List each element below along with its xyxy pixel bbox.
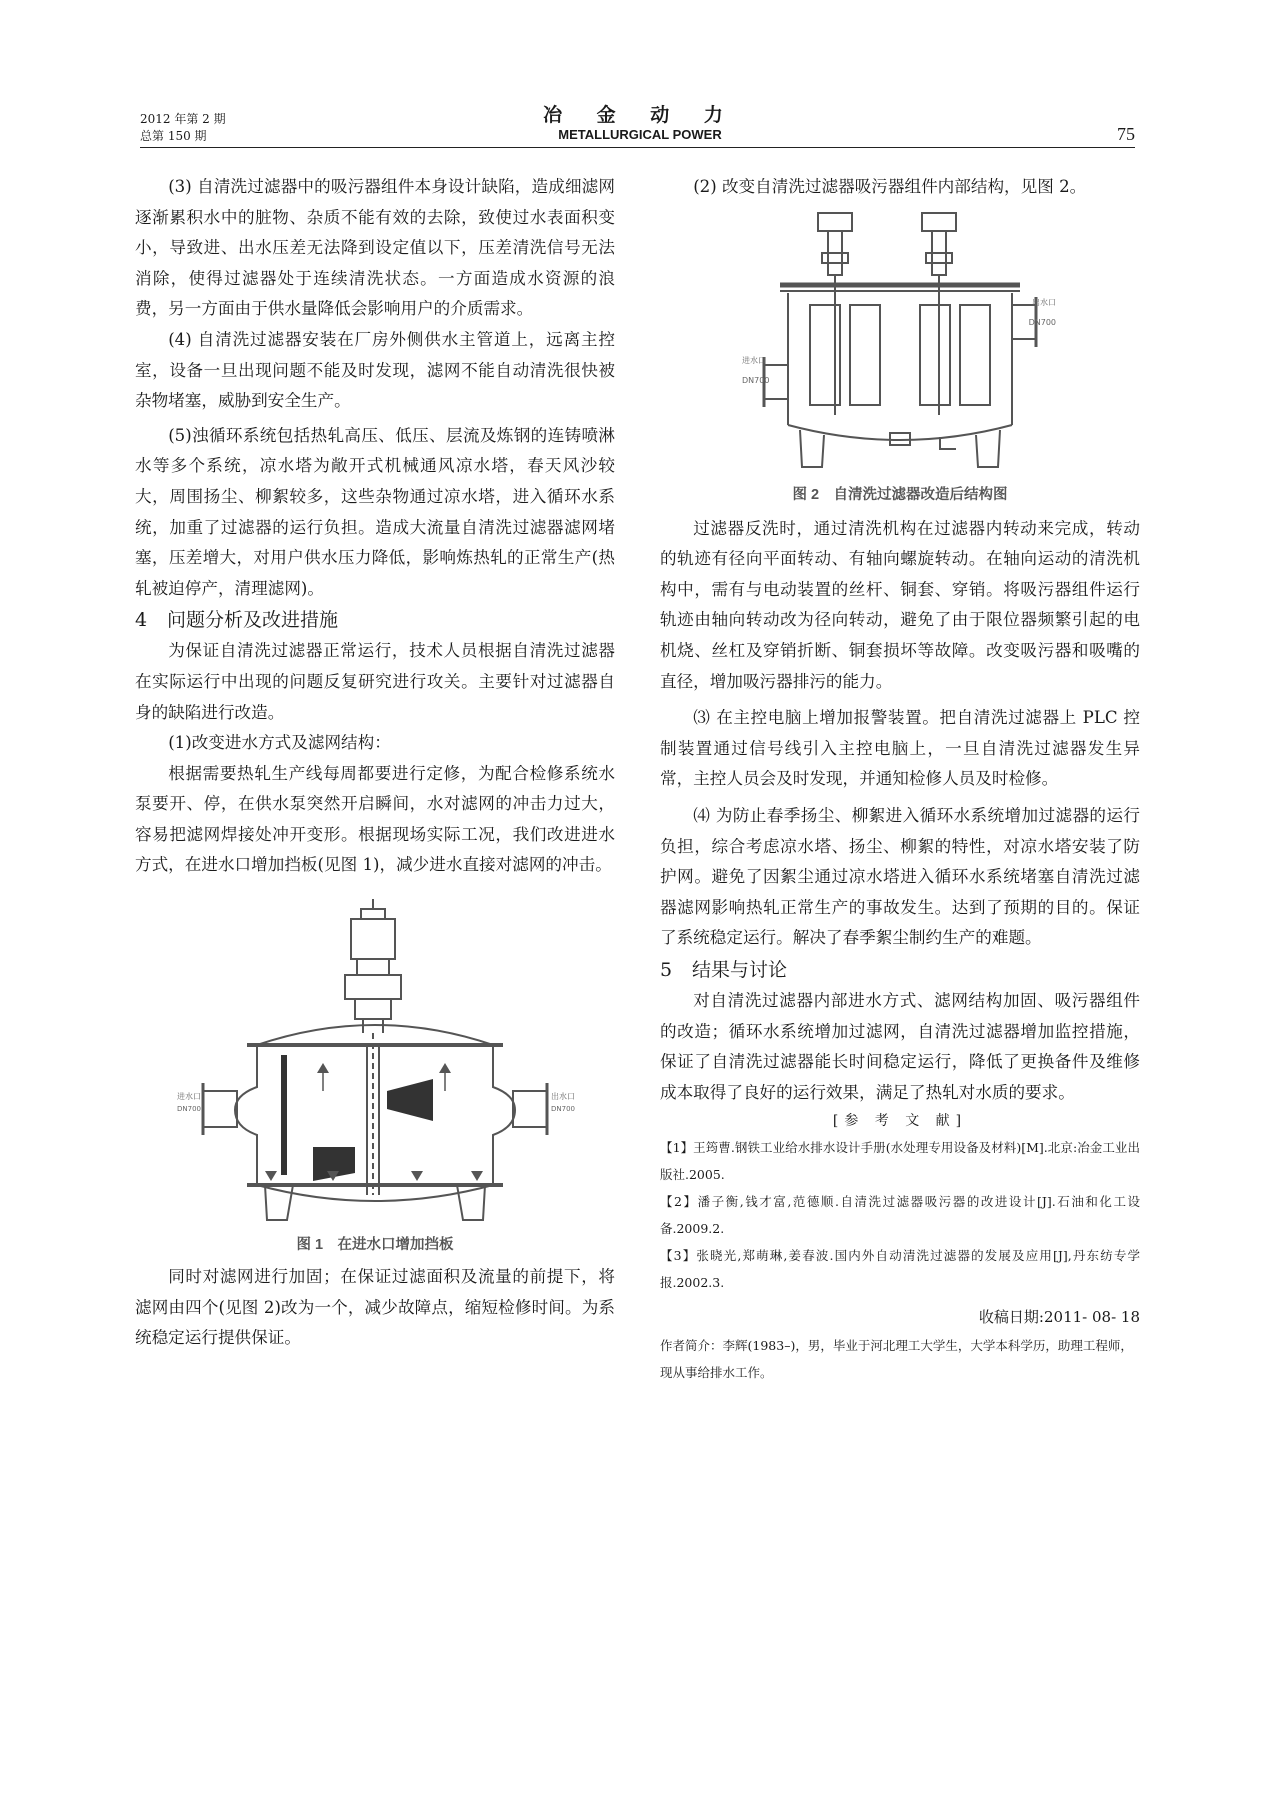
section-heading-4	[135, 604, 615, 636]
reference-item: 【1】王筠曹.钢铁工业给水排水设计手册(水处理专用设备及材料)[M].北京:冶金工业出版社.2005.	[660, 1140, 1140, 1183]
references-heading: [参 考 文 献]	[832, 1113, 968, 1130]
figure-2-caption: 图 2 自清洗过滤器改造后结构图	[792, 486, 1008, 503]
outlet-size: DN700	[551, 1105, 575, 1114]
figure-1	[177, 895, 575, 1254]
paragraph: (1)改变进水方式及滤网结构：	[168, 733, 391, 753]
paragraph: 同时对滤网进行加固；在保证过滤面积及流量的前提下，将滤网由四个(见图 2)改为一个，减少故障点，缩短检修时间。为系统稳定运行提供保证。	[135, 1267, 615, 1348]
paragraph: 根据需要热轧生产线每周都要进行定修，为配合检修系统水泵要开、停，在供水泵突然开启瞬间，水对滤网的冲击力过大，容易把滤网焊接处冲开变形。根据现场实际工况，我们改进进水方式，在进水口增加挡板(见图 1)，减少进水直接对滤网的冲击。	[135, 763, 615, 875]
issue-line-year: 2012 年第 2 期	[140, 112, 226, 126]
section-heading-5	[660, 954, 1140, 986]
section-number: 5	[660, 958, 673, 981]
figure-1-caption: 图 1 在进水口增加挡板	[296, 1237, 454, 1254]
filter-diagram-baffle	[177, 895, 575, 1225]
right-column	[660, 172, 1140, 1386]
issue-line-total: 总第 150 期	[140, 129, 207, 143]
outlet-label: 出水口	[1032, 297, 1056, 307]
section-number: 4	[135, 609, 148, 632]
inlet-label: 进水口	[742, 355, 766, 365]
section-title: 结果与讨论	[692, 958, 788, 981]
journal-title	[480, 103, 800, 143]
paragraph: 为保证自清洗过滤器正常运行，技术人员根据自清洗过滤器在实际运行中出现的问题反复研究进行攻关。主要针对过滤器自身的缺陷进行改造。	[135, 641, 615, 722]
author-bio: 作者简介：李辉(1983–)，男，毕业于河北理工大学生，大学本科学历，助理工程师，现从事给排水工作。	[660, 1338, 1133, 1381]
inlet-size: DN700	[177, 1105, 201, 1114]
paragraph: ⑶ 在主控电脑上增加报警装置。把自清洗过滤器上 PLC 控制装置通过信号线引入主控电脑上，一旦自清洗过滤器发生异常，主控人员会及时发现，并通知检修人员及时检修。	[660, 708, 1140, 789]
reference-item: 【3】张晓光,郑萌琳,姜春波.国内外自动清洗过滤器的发展及应用[J],丹东纺专学报.2002.3.	[660, 1248, 1140, 1291]
inlet-size: DN700	[742, 375, 770, 385]
left-column	[135, 172, 615, 1354]
paragraph: (2) 改变自清洗过滤器吸污器组件内部结构，见图 2。	[693, 177, 1087, 196]
reference-item: 【2】潘子衡,钱才富,范德顺.自清洗过滤器吸污器的改进设计[J].石油和化工设备.2009.2.	[660, 1194, 1140, 1237]
outlet-label: 出水口	[551, 1092, 575, 1102]
page-number: 75	[1117, 124, 1135, 144]
paragraph: 过滤器反洗时，通过清洗机构在过滤器内转动来完成，转动的轨迹有径向平面转动、有轴向螺旋转动。在轴向运动的清洗机构中，需有与电动装置的丝杆、铜套、穿销。将吸污器组件运行轨迹由轴向转动改为径向转动，避免了由于限位器频繁引起的电机烧、丝杠及穿销折断、铜套损坏等故障。改变吸污器和吸嘴的直径，增加吸污器排污的能力。	[660, 518, 1140, 691]
paragraph: (3) 自清洗过滤器中的吸污器组件本身设计缺陷，造成细滤网逐渐累积水中的脏物、杂质不能有效的去除，致使过水表面积变小，导致进、出水压差无法降到设定值以下，压差清洗信号无法消除，使得过滤器处于连续清洗状态。一方面造成水资源的浪费，另一方面由于供水量降低会影响用户的介质需求。	[135, 177, 615, 319]
figure-2	[740, 205, 1060, 504]
header-rule	[140, 147, 1135, 148]
inlet-label: 进水口	[177, 1092, 201, 1102]
outlet-size: DN700	[1028, 317, 1056, 327]
paragraph: (4) 自清洗过滤器安装在厂房外侧供水主管道上，远离主控室，设备一旦出现问题不能及时发现，滤网不能自动清洗很快被杂物堵塞，威胁到安全生产。	[135, 329, 615, 411]
journal-name-cn: 冶 金 动 力	[543, 104, 737, 126]
journal-name-en: METALLURGICAL POWER	[558, 127, 722, 142]
received-date: 收稿日期:2011- 08- 18	[978, 1308, 1140, 1327]
section-title: 问题分析及改进措施	[167, 609, 339, 632]
issue-info	[140, 111, 226, 145]
paragraph: ⑷ 为防止春季扬尘、柳絮进入循环水系统增加过滤器的运行负担，综合考虑凉水塔、扬尘、柳絮的特性，对凉水塔安装了防护网。避免了因絮尘通过凉水塔进入循环水系统堵塞自清洗过滤器滤网影响热轧正常生产的事故发生。达到了预期的目的。保证了系统稳定运行。解决了春季絮尘制约生产的难题。	[660, 805, 1140, 948]
filter-diagram-modified	[740, 205, 1060, 475]
paragraph: (5)浊循环系统包括热轧高压、低压、层流及炼钢的连铸喷淋水等多个系统，凉水塔为敞开式机械通风凉水塔，春天风沙较大，周围扬尘、柳絮较多，这些杂物通过凉水塔，进入循环水系统，加重了过滤器的运行负担。造成大流量自清洗过滤器滤网堵塞，压差增大，对用户供水压力降低，影响炼热轧的正常生产(热轧被迫停产，清理滤网)。	[135, 425, 615, 598]
paragraph: 对自清洗过滤器内部进水方式、滤网结构加固、吸污器组件的改造；循环水系统增加过滤网，自清洗过滤器增加监控措施，保证了自清洗过滤器能长时间稳定运行，降低了更换备件及维修成本取得了良好的运行效果，满足了热轧对水质的要求。	[660, 990, 1140, 1102]
